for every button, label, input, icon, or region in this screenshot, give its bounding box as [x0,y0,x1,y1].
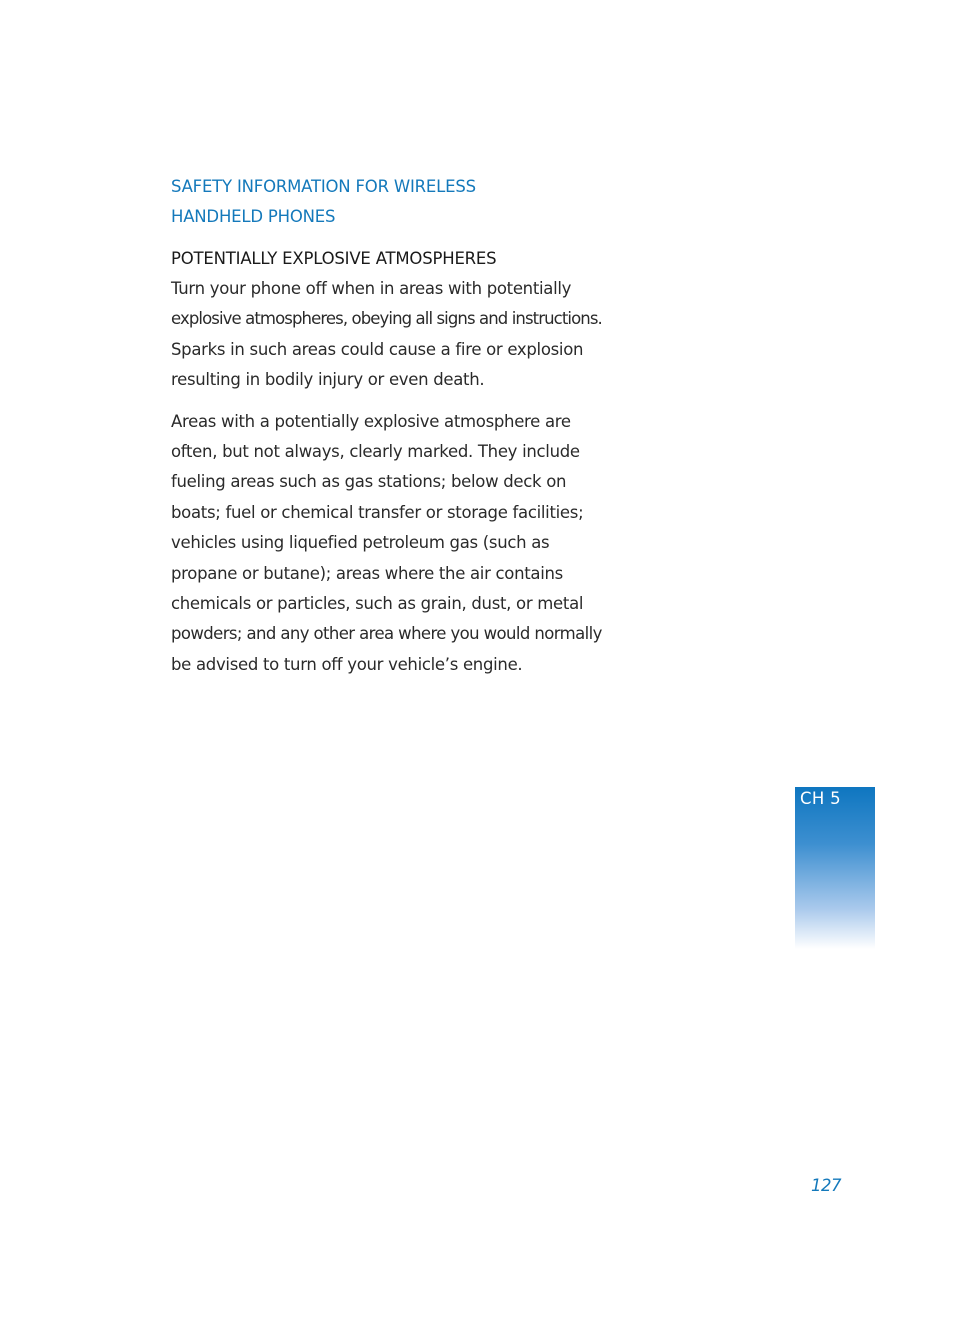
paragraph-line: Sparks in such areas could cause a fire or explosion [171,339,584,359]
page-content [171,172,631,680]
paragraph-line: vehicles using liquefied petroleum gas (such as [171,533,550,553]
paragraph-line: powders; and any other area where you would normally [171,624,602,644]
paragraph-line: fueling areas such as gas stations; below deck on [171,472,567,492]
paragraph-line: boats; fuel or chemical transfer or storage facilities; [171,502,584,522]
paragraph [171,274,631,396]
page-number: 127 [811,1176,841,1195]
chapter-tab [795,787,875,949]
section-title-line: SAFETY INFORMATION FOR WIRELESS [171,177,476,196]
section-title-line: HANDHELD PHONES [171,207,336,226]
paragraph-line: explosive atmospheres, obeying all signs and instructions. [171,309,602,329]
paragraph-line: chemicals or particles, such as grain, dust, or metal [171,594,584,614]
subheading: POTENTIALLY EXPLOSIVE ATMOSPHERES [171,249,497,268]
paragraph-line: Areas with a potentially explosive atmosphere are [171,411,571,431]
paragraph-line: Turn your phone off when in areas with potentially [171,279,572,298]
paragraph-line: resulting in bodily injury or even death. [171,370,485,390]
paragraph [171,407,631,681]
chapter-tab-label: CH 5 [800,789,841,808]
paragraph-line: be advised to turn off your vehicle’s engine. [171,654,523,674]
paragraph-line: often, but not always, clearly marked. They include [171,442,580,462]
section-title [171,172,631,232]
paragraph-line: propane or butane); areas where the air contains [171,563,563,583]
